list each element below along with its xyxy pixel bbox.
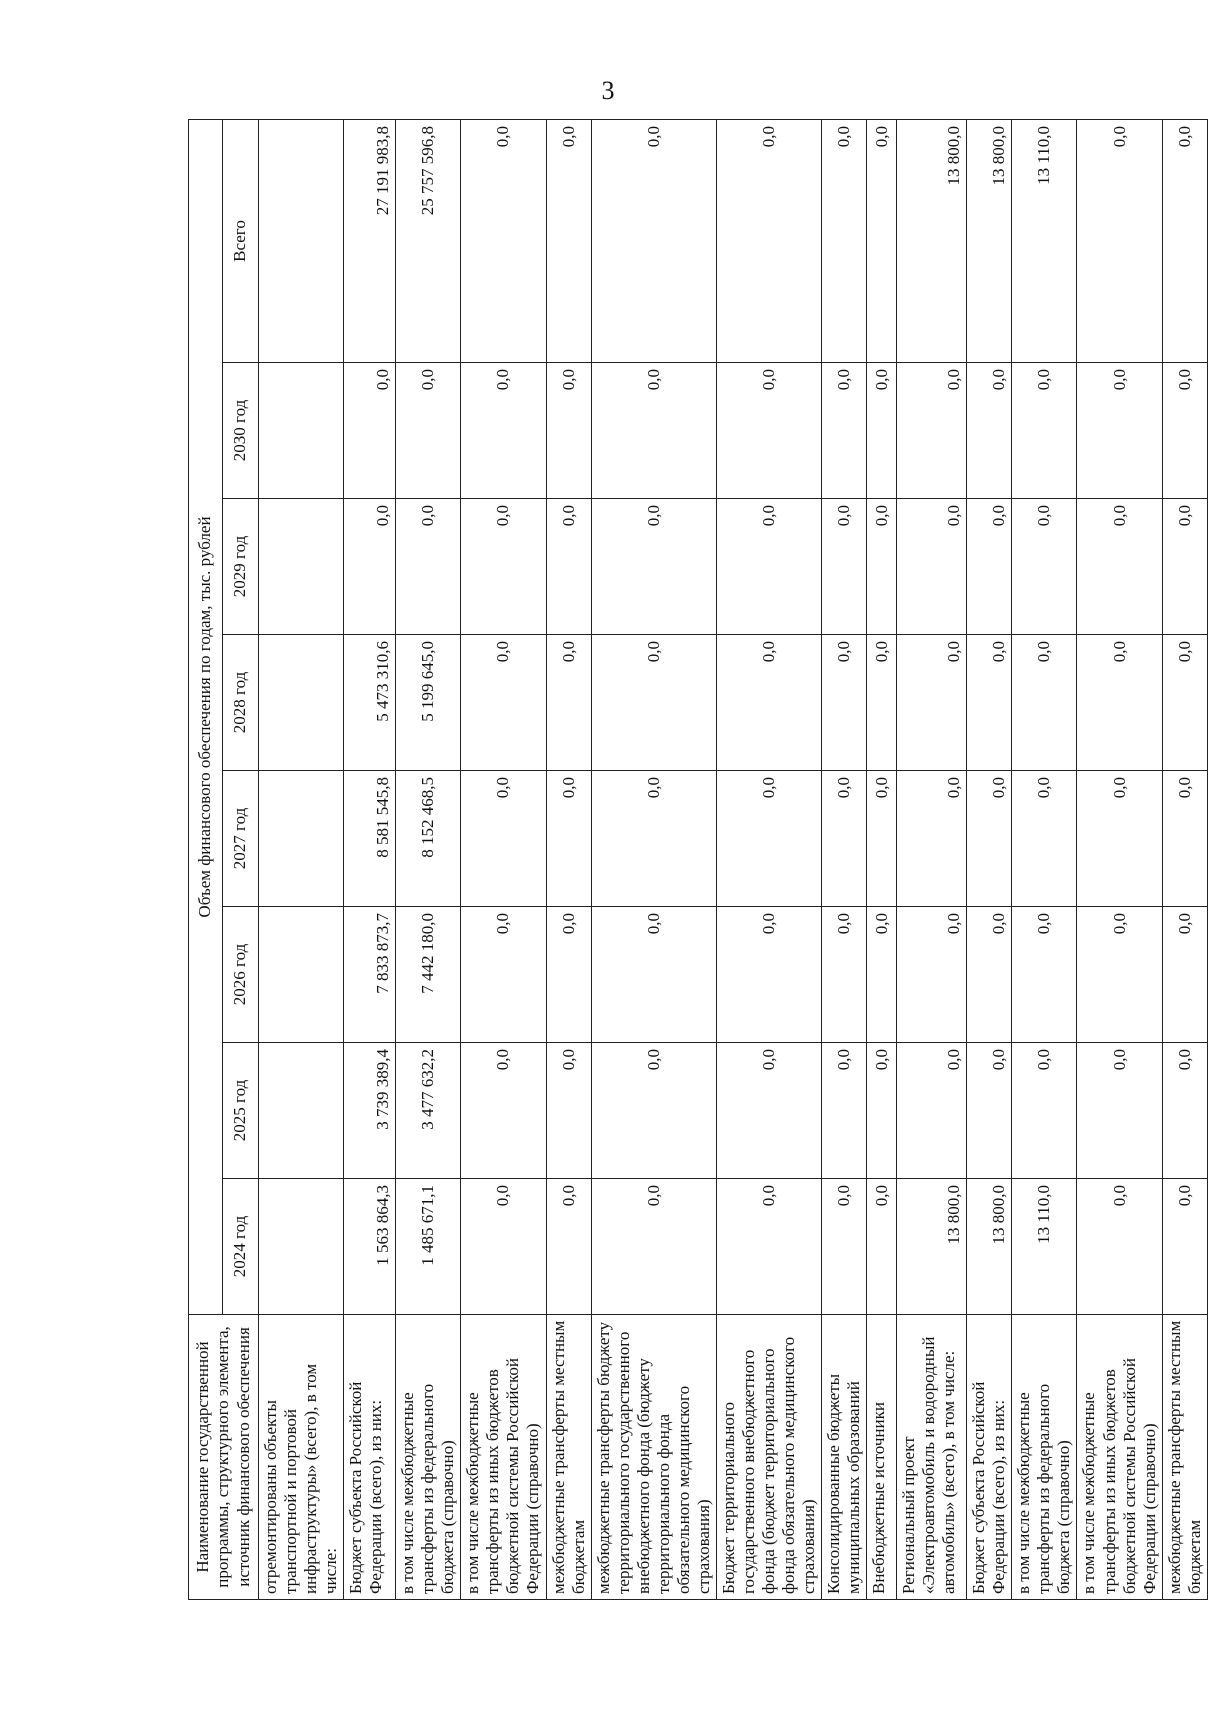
table-body: [259, 119, 1208, 1599]
row-value-cell: 0,0: [867, 907, 897, 1043]
row-value-cell: 0,0: [461, 1179, 546, 1315]
row-value-cell: 13 110,0: [1012, 1179, 1077, 1315]
row-total-cell: 0,0: [716, 119, 821, 362]
row-value-cell: 0,0: [1012, 1043, 1077, 1179]
row-value-cell: 7 442 180,0: [396, 907, 461, 1043]
row-value-cell: 0,0: [591, 499, 716, 635]
row-value-cell: 0,0: [591, 363, 716, 499]
row-value-cell: 0,0: [822, 363, 867, 499]
row-total-cell: 0,0: [1162, 119, 1207, 362]
row-value-cell: 0,0: [591, 907, 716, 1043]
row-value-cell: 0,0: [967, 907, 1012, 1043]
row-label: Бюджет территориального государственного внебюджетного фонда (бюджет территориального фонда обязательного медицинского страхования): [716, 1315, 821, 1600]
row-value-cell: 0,0: [716, 635, 821, 771]
row-value-cell: 0,0: [1077, 635, 1162, 771]
row-value-cell: 13 800,0: [967, 1179, 1012, 1315]
row-value-cell: 13 800,0: [897, 1179, 967, 1315]
header-year: 2024 год: [223, 1179, 259, 1315]
table-row: [461, 119, 546, 1599]
header-year: 2026 год: [223, 907, 259, 1043]
row-value-cell: 0,0: [897, 363, 967, 499]
row-value-cell: 0,0: [897, 1043, 967, 1179]
row-value-cell: 0,0: [1012, 907, 1077, 1043]
header-year: 2025 год: [223, 1043, 259, 1179]
row-value-cell: [259, 771, 344, 907]
row-value-cell: 0,0: [897, 635, 967, 771]
table-row: [546, 119, 591, 1599]
row-value-cell: 0,0: [1077, 907, 1162, 1043]
row-value-cell: [259, 907, 344, 1043]
header-year: 2030 год: [223, 363, 259, 499]
row-value-cell: 0,0: [1162, 363, 1207, 499]
table-row: [344, 119, 396, 1599]
row-value-cell: 0,0: [591, 1043, 716, 1179]
rotated-table-container: [188, 120, 1204, 1600]
row-value-cell: 0,0: [716, 1043, 821, 1179]
row-total-cell: 0,0: [461, 119, 546, 362]
table-row: [591, 119, 716, 1599]
row-total-cell: 0,0: [591, 119, 716, 362]
page-number: 3: [601, 76, 615, 105]
row-label: отремонтированы объекты транспортной и портовой инфраструктуры» (всего), в том числе:: [259, 1315, 344, 1600]
row-value-cell: [259, 499, 344, 635]
row-value-cell: 0,0: [1012, 363, 1077, 499]
row-value-cell: 0,0: [867, 1043, 897, 1179]
row-label: Бюджет субъекта Российской Федерации (всего), из них:: [344, 1315, 396, 1600]
row-value-cell: 0,0: [546, 635, 591, 771]
row-value-cell: 0,0: [1162, 499, 1207, 635]
row-value-cell: 0,0: [822, 1043, 867, 1179]
row-value-cell: 0,0: [1012, 635, 1077, 771]
row-value-cell: 0,0: [867, 771, 897, 907]
table-row: [967, 119, 1012, 1599]
row-value-cell: 0,0: [867, 1179, 897, 1315]
row-value-cell: 0,0: [1077, 499, 1162, 635]
row-label: в том числе межбюджетные трансферты из федерального бюджета (справочно): [396, 1315, 461, 1600]
row-value-cell: 0,0: [461, 771, 546, 907]
table-row: [716, 119, 821, 1599]
row-value-cell: 0,0: [1162, 635, 1207, 771]
header-year: 2028 год: [223, 635, 259, 771]
row-value-cell: [259, 1043, 344, 1179]
row-value-cell: 0,0: [1077, 771, 1162, 907]
row-value-cell: 8 152 468,5: [396, 771, 461, 907]
row-value-cell: 0,0: [822, 1179, 867, 1315]
row-value-cell: [259, 363, 344, 499]
row-total-cell: 27 191 983,8: [344, 119, 396, 362]
row-value-cell: 0,0: [344, 363, 396, 499]
row-total-cell: 25 757 596,8: [396, 119, 461, 362]
table-row: [1012, 119, 1077, 1599]
row-value-cell: 0,0: [1162, 1179, 1207, 1315]
row-label: в том числе межбюджетные трансферты из федерального бюджета (справочно): [1012, 1315, 1077, 1600]
row-value-cell: 0,0: [461, 363, 546, 499]
row-value-cell: 0,0: [716, 771, 821, 907]
row-value-cell: 0,0: [546, 499, 591, 635]
row-label: в том числе межбюджетные трансферты из иных бюджетов бюджетной системы Российской Федерации (справочно): [1077, 1315, 1162, 1600]
row-label: межбюджетные трансферты местным бюджетам: [546, 1315, 591, 1600]
row-value-cell: 0,0: [867, 635, 897, 771]
row-value-cell: 0,0: [1077, 1179, 1162, 1315]
row-value-cell: 0,0: [461, 1043, 546, 1179]
row-value-cell: 0,0: [546, 771, 591, 907]
row-value-cell: 0,0: [897, 907, 967, 1043]
row-value-cell: 0,0: [967, 363, 1012, 499]
row-value-cell: 0,0: [822, 771, 867, 907]
row-value-cell: 0,0: [1162, 771, 1207, 907]
row-value-cell: 0,0: [396, 499, 461, 635]
row-value-cell: 0,0: [344, 499, 396, 635]
row-value-cell: 5 473 310,6: [344, 635, 396, 771]
row-value-cell: 0,0: [461, 907, 546, 1043]
row-value-cell: 0,0: [897, 499, 967, 635]
row-value-cell: 0,0: [716, 363, 821, 499]
row-total-cell: 13 110,0: [1012, 119, 1077, 362]
row-value-cell: 0,0: [546, 1043, 591, 1179]
table-row: [396, 119, 461, 1599]
row-value-cell: 0,0: [1012, 499, 1077, 635]
row-value-cell: 7 833 873,7: [344, 907, 396, 1043]
row-label: межбюджетные трансферты местным бюджетам: [1162, 1315, 1207, 1600]
row-value-cell: 0,0: [591, 771, 716, 907]
row-value-cell: 0,0: [716, 499, 821, 635]
row-value-cell: 0,0: [1162, 907, 1207, 1043]
row-value-cell: 1 563 864,3: [344, 1179, 396, 1315]
row-label: Консолидированные бюджеты муниципальных образований: [822, 1315, 867, 1600]
row-value-cell: 0,0: [461, 499, 546, 635]
table-row: [897, 119, 967, 1599]
row-label: Бюджет субъекта Российской Федерации (всего), из них:: [967, 1315, 1012, 1600]
row-label: Региональный проект «Электроавтомобиль и водородный автомобиль» (всего), в том числе:: [897, 1315, 967, 1600]
header-name-column: Наименование государственной программы, структурного элемента, источник финансового обеспечения: [189, 1315, 259, 1600]
row-value-cell: 1 485 671,1: [396, 1179, 461, 1315]
row-value-cell: 0,0: [822, 635, 867, 771]
row-total-cell: 0,0: [867, 119, 897, 362]
header-financing-group: Объем финансового обеспечения по годам, тыс. рублей: [189, 119, 223, 1314]
row-value-cell: 0,0: [546, 1179, 591, 1315]
row-total-cell: 0,0: [546, 119, 591, 362]
row-value-cell: 0,0: [1077, 1043, 1162, 1179]
row-value-cell: 3 739 389,4: [344, 1043, 396, 1179]
table-row: [867, 119, 897, 1599]
row-value-cell: 0,0: [867, 363, 897, 499]
row-total-cell: 13 800,0: [967, 119, 1012, 362]
row-value-cell: 3 477 632,2: [396, 1043, 461, 1179]
row-total-cell: 0,0: [1077, 119, 1162, 362]
row-label: Внебюджетные источники: [867, 1315, 897, 1600]
row-total-cell: 13 800,0: [897, 119, 967, 362]
row-value-cell: 0,0: [716, 907, 821, 1043]
row-value-cell: 0,0: [1077, 363, 1162, 499]
financing-table: [188, 119, 1208, 1600]
row-label: межбюджетные трансферты бюджету территориального государственного внебюджетного фонда (бюджету территориального фонда обязательного медицинского страхования): [591, 1315, 716, 1600]
header-year: 2027 год: [223, 771, 259, 907]
table-row: [1077, 119, 1162, 1599]
row-value-cell: 0,0: [897, 771, 967, 907]
table-row: [822, 119, 867, 1599]
row-value-cell: 0,0: [967, 771, 1012, 907]
table-row: [259, 119, 344, 1599]
row-value-cell: 0,0: [591, 635, 716, 771]
row-value-cell: 0,0: [591, 1179, 716, 1315]
row-value-cell: 0,0: [716, 1179, 821, 1315]
row-value-cell: 5 199 645,0: [396, 635, 461, 771]
row-value-cell: 0,0: [967, 635, 1012, 771]
row-value-cell: 0,0: [1162, 1043, 1207, 1179]
row-value-cell: 0,0: [1012, 771, 1077, 907]
header-year: 2029 год: [223, 499, 259, 635]
row-total-cell: 0,0: [822, 119, 867, 362]
row-value-cell: 0,0: [822, 499, 867, 635]
row-value-cell: 0,0: [867, 499, 897, 635]
row-value-cell: 0,0: [967, 499, 1012, 635]
row-value-cell: 0,0: [546, 907, 591, 1043]
row-value-cell: 0,0: [822, 907, 867, 1043]
row-total-cell: [259, 119, 344, 362]
row-value-cell: [259, 1179, 344, 1315]
row-value-cell: 0,0: [461, 635, 546, 771]
row-value-cell: 0,0: [546, 363, 591, 499]
row-value-cell: 0,0: [967, 1043, 1012, 1179]
row-value-cell: 0,0: [396, 363, 461, 499]
row-value-cell: [259, 635, 344, 771]
header-total: Всего: [223, 119, 259, 362]
row-label: в том числе межбюджетные трансферты из иных бюджетов бюджетной системы Российской Федерации (справочно): [461, 1315, 546, 1600]
table-row: [1162, 119, 1207, 1599]
row-value-cell: 8 581 545,8: [344, 771, 396, 907]
